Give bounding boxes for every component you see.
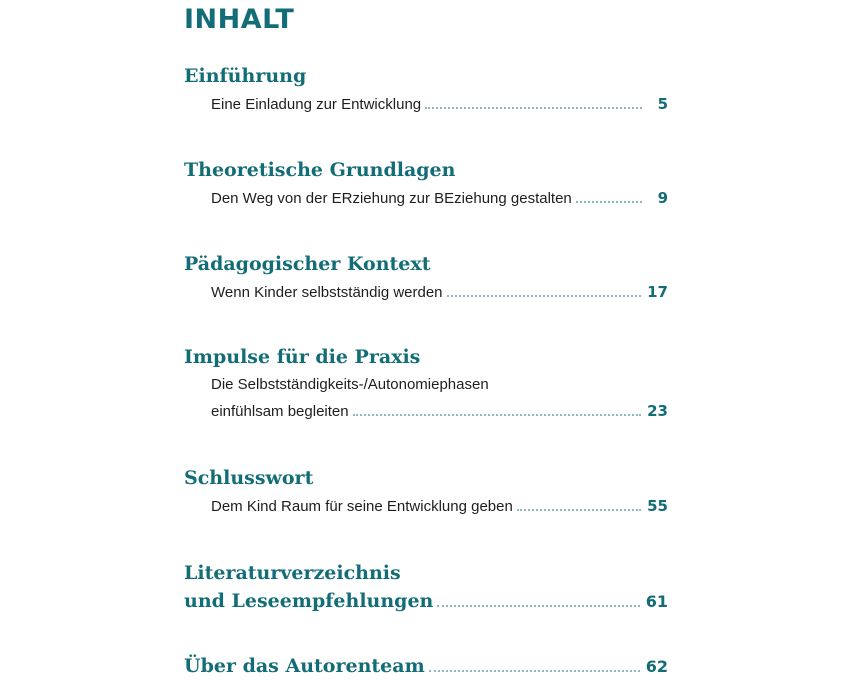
section-heading: Schlusswort (184, 467, 314, 489)
dot-leader (447, 295, 642, 297)
toc-entry[interactable] (211, 496, 668, 517)
section-heading-line-2: und Leseempfehlungen (184, 590, 434, 612)
toc-entry[interactable] (211, 188, 668, 209)
toc-section-schlusswort (184, 466, 668, 517)
section-heading: Über das Autorenteam (184, 655, 425, 677)
section-heading: Einführung (184, 65, 307, 87)
toc-heading-entry (184, 654, 668, 678)
entry-title: Dem Kind Raum für seine Entwicklung geben (211, 498, 513, 515)
entry-title: Wenn Kinder selbstständig werden (211, 284, 443, 301)
entry-title: Den Weg von der ERziehung zur BEziehung gestalten (211, 190, 572, 207)
toc-heading-entry (184, 589, 668, 613)
page-number: 55 (647, 497, 668, 515)
page-number: 61 (645, 592, 668, 611)
page-title: INHALT (184, 4, 295, 35)
section-heading: Pädagogischer Kontext (184, 253, 431, 275)
dot-leader (353, 414, 642, 416)
entry-title: einfühlsam begleiten (211, 403, 349, 420)
page-number: 9 (657, 189, 668, 207)
page-number: 62 (645, 657, 668, 676)
toc-entry[interactable] (211, 282, 668, 303)
toc-section-paedagogischer-kontext (184, 252, 668, 303)
page-number: 5 (657, 95, 668, 113)
entry-title: Eine Einladung zur Entwicklung (211, 96, 422, 113)
toc-section-theoretische-grundlagen (184, 158, 668, 209)
entry-title-line-1: Die Selbstständigkeits-/Autonomiephasen (211, 376, 489, 393)
section-heading: Literaturverzeichnis (184, 562, 401, 584)
page-number: 23 (647, 402, 668, 420)
toc-section-literaturverzeichnis[interactable] (184, 561, 668, 613)
dot-leader (425, 107, 642, 109)
toc-entry[interactable] (211, 94, 668, 115)
section-heading: Theoretische Grundlagen (184, 159, 456, 181)
dot-leader (437, 605, 639, 607)
toc-section-einfuehrung (184, 64, 668, 115)
dot-leader (429, 670, 640, 672)
page-number: 17 (647, 283, 668, 301)
section-heading: Impulse für die Praxis (184, 346, 421, 368)
dot-leader (517, 509, 641, 511)
toc-section-impulse-fuer-die-praxis (184, 345, 668, 422)
toc-section-ueber-das-autorenteam[interactable] (184, 654, 668, 678)
toc-entry[interactable] (211, 401, 668, 422)
dot-leader (576, 201, 642, 203)
